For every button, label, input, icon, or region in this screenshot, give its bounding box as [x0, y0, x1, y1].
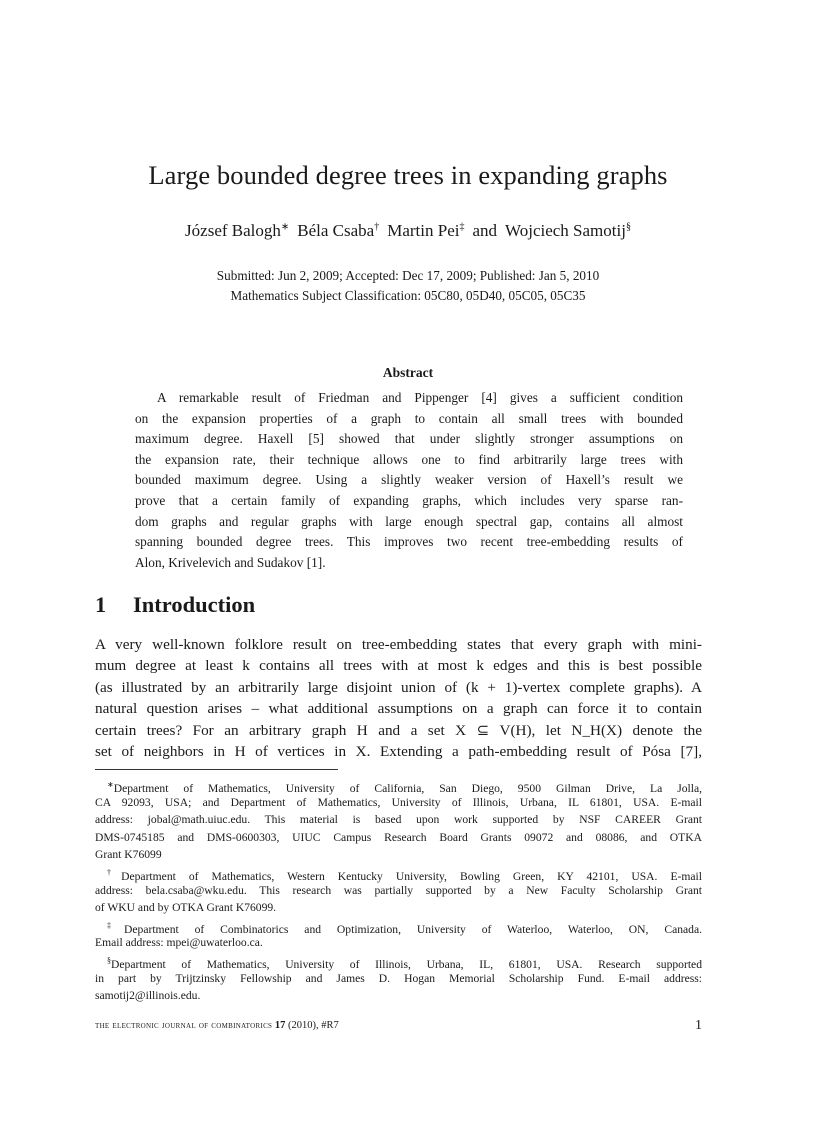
footnote-line: DMS-0745185 and DMS-0600303, UIUC Campus Research Board Grants 09072 and 08086, and OTKA	[95, 830, 702, 844]
footnote-line: †Department of Mathematics, Western Kentucky University, Bowling Green, KY 42101, USA. E-mail	[107, 867, 702, 883]
paper-title: Large bounded degree trees in expanding graphs	[148, 160, 668, 190]
msc-classification: Mathematics Subject Classification: 05C80, 05D40, 05C05, 05C35	[230, 288, 586, 303]
author-footnote-mark: §	[625, 221, 631, 233]
author-footnote-mark: ‡	[459, 221, 465, 233]
footnote-rule	[95, 769, 338, 770]
abstract-line: the expansion rate, their technique allows one to find arbitrarily large trees with	[135, 451, 683, 467]
submission-dates: Submitted: Jun 2, 2009; Accepted: Dec 17, 2009; Published: Jan 5, 2010	[216, 268, 600, 283]
footnote-line: Email address: mpei@uwaterloo.ca.	[95, 936, 263, 950]
journal-volume: 17	[274, 1020, 286, 1031]
abstract-line: maximum degree. Haxell [5] showed that under slightly stronger assumptions on	[135, 431, 683, 447]
footnote-line: Grant K76099	[95, 848, 162, 862]
footnote-mark: ‡	[107, 920, 124, 930]
abstract-body	[135, 388, 683, 573]
intro-line: set of neighbors in H of vertices in X. Extending a path-embedding result of Pósa [7],	[95, 742, 702, 760]
footnote-mark: ∗	[107, 780, 114, 789]
abstract-line: A remarkable result of Friedman and Pippenger [4] gives a sufficient condition	[157, 390, 683, 405]
intro-line: certain trees? For an arbitrary graph H and a set X ⊆ V(H), let N_H(X) denote the	[95, 721, 702, 739]
journal-name: the electronic journal of combinatorics	[95, 1020, 273, 1031]
footnote-line: address: jobal@math.uiuc.edu. This material is based upon work supported by NSF CAREER Grant	[95, 813, 702, 827]
footnote-line: CA 92093, USA; and Department of Mathematics, University of Illinois, Urbana, IL 61801, USA. E-mail	[95, 795, 702, 809]
abstract-line: bounded maximum degree. Using a slightly weaker version of Haxell’s result we	[135, 472, 683, 488]
author-name: József Balogh∗	[185, 221, 290, 240]
footnote-line: samotij2@illinois.edu.	[95, 989, 201, 1003]
section-title: Introduction	[133, 592, 256, 617]
footnote-line: ‡Department of Combinatorics and Optimization, University of Waterloo, Waterloo, ON, Canada.	[107, 920, 702, 936]
introduction-text	[95, 634, 702, 762]
intro-line: A very well-known folklore result on tree-embedding states that every graph with mini-	[95, 636, 702, 653]
abstract-line: prove that a certain family of expanding graphs, which includes very sparse ran-	[135, 492, 683, 508]
author-footnote-mark: †	[374, 221, 380, 233]
author-name: Wojciech Samotij§	[505, 221, 631, 240]
intro-line: (as illustrated by an arbitrarily large disjoint union of (k + 1)-vertex complete graphs). A	[95, 678, 702, 696]
footnote-line: ∗Department of Mathematics, University of California, San Diego, 9500 Gilman Drive, La Jolla,	[107, 780, 702, 795]
intro-line: natural question arises – what additional assumptions on a graph can force it to contain	[95, 700, 702, 718]
abstract-line: on the expansion properties of a graph to contain all small trees with bounded	[135, 410, 683, 426]
footnote-mark: §	[107, 955, 111, 965]
footnote-line: address: bela.csaba@wku.edu. This research was partially supported by a New Faculty Scholarship Grant	[95, 883, 702, 897]
footnote-line: of WKU and by OTKA Grant K76099.	[95, 901, 277, 915]
footnotes	[95, 776, 702, 1005]
footnote-mark: †	[107, 867, 122, 877]
section-number: 1	[95, 592, 107, 617]
abstract-line: dom graphs and regular graphs with large enough spectral gap, contains all almost	[135, 513, 683, 529]
publication-info	[0, 266, 816, 306]
author-list	[0, 221, 816, 241]
author-name: Martin Pei‡	[387, 221, 465, 240]
abstract-heading: Abstract	[382, 365, 434, 380]
page-footer	[95, 1020, 702, 1031]
author-footnote-mark: ∗	[280, 221, 290, 233]
page-number: 1	[695, 1018, 702, 1033]
author-name: Béla Csaba†	[297, 221, 380, 240]
abstract-line: Alon, Krivelevich and Sudakov [1].	[135, 554, 326, 570]
journal-year-issue: (2010), #R7	[288, 1020, 339, 1031]
abstract-line: spanning bounded degree trees. This improves two recent tree-embedding results of	[135, 534, 683, 550]
footnote-line: §Department of Mathematics, University of Illinois, Urbana, IL, 61801, USA. Research supported	[107, 955, 702, 971]
section-heading	[95, 592, 255, 618]
intro-line: mum degree at least k contains all trees with at most k edges and this is best possible	[95, 657, 702, 675]
author-conjunction: and	[472, 221, 498, 240]
footnote-line: in part by Trijtzinsky Fellowship and James D. Hogan Memorial Scholarship Fund. E-mail address:	[95, 971, 702, 985]
